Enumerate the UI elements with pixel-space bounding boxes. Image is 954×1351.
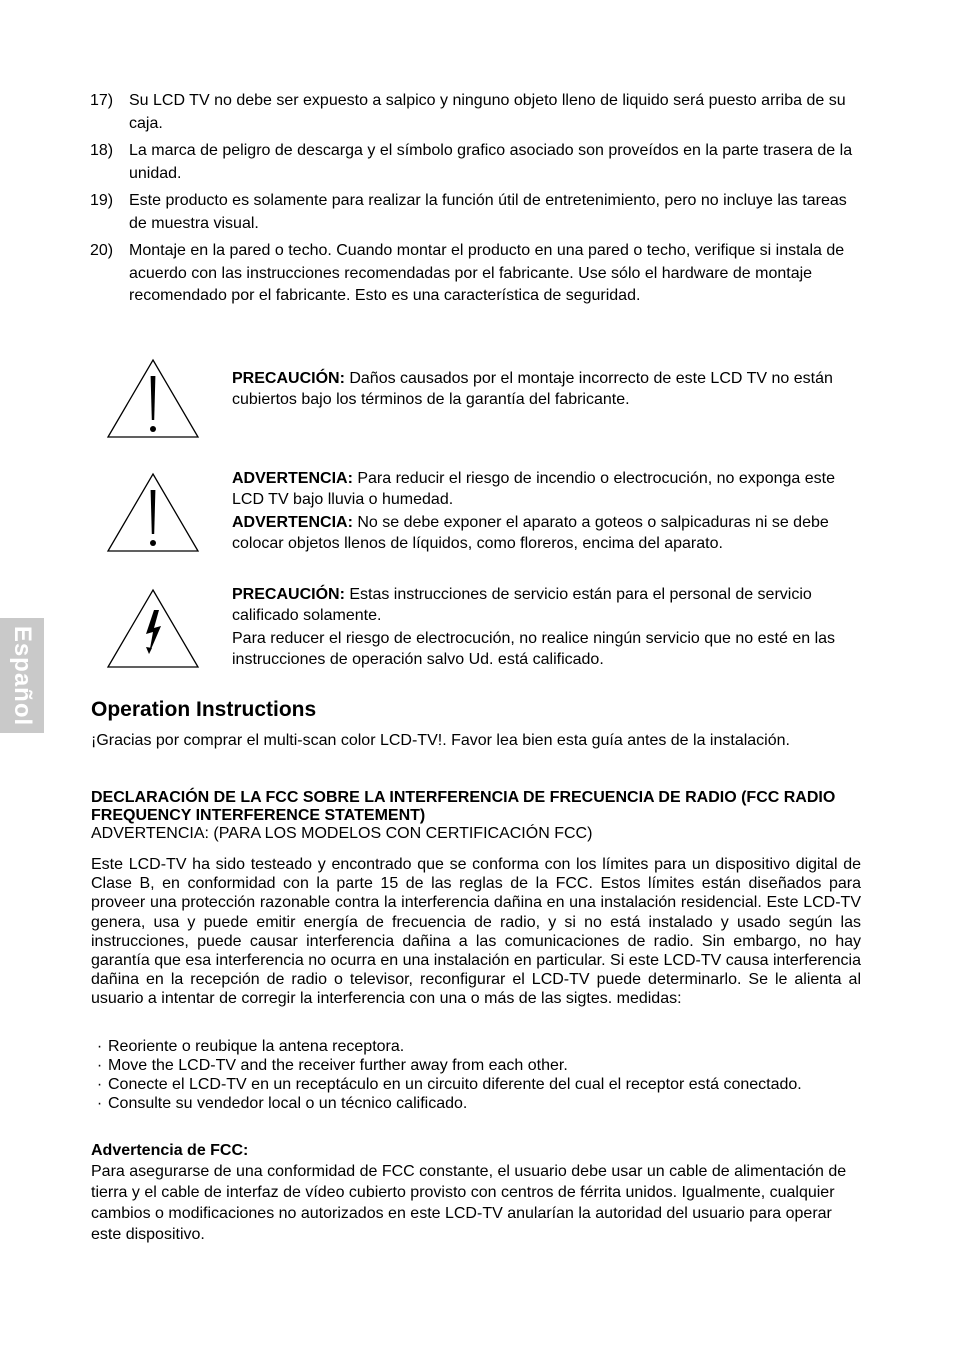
intro-paragraph: ¡Gracias por comprar el multi-scan color LCD-TV!. Favor lea bien esta guía antes de la instalación. — [91, 732, 790, 749]
intro-paragraph-wrap — [91, 731, 861, 751]
fcc-advert-wrap — [91, 1141, 861, 1245]
list-item — [91, 1075, 861, 1094]
list-text: Su LCD TV no debe ser expuesto a salpico y ninguno objeto lleno de liquido será puesto arriba de su caja. — [129, 92, 846, 132]
language-tab-label: Español — [9, 625, 36, 726]
list-item — [91, 1037, 861, 1056]
list-text: Este producto es solamente para realizar la función útil de entretenimiento, pero no incluye las tareas de muestra visual. — [129, 192, 847, 232]
operation-instructions — [91, 698, 861, 722]
caution-text — [232, 368, 864, 412]
bullet-dot: · — [96, 1038, 103, 1055]
warning-body: Para reducir el riesgo de incendio o electrocución, no exponga este LCD TV bajo lluvia o humedad. — [232, 470, 835, 508]
list-item — [90, 140, 860, 185]
safety-list — [90, 90, 860, 313]
caution-text — [232, 584, 864, 672]
fcc-advert-body: Para asegurarse de una conformidad de FCC constante, el usuario debe usar un cable de alimentación de tierra y el cable de interfaz de vídeo cubierto provisto con centros de férrita unidos. Igualmente, cualquier cambios o modificaciones no autorizados en este LCD-TV anularían la autoridad del usuario para operar este dispositivo. — [91, 1163, 847, 1243]
list-item — [91, 1056, 861, 1075]
warning-body: No se debe exponer el aparato a goteos o salpicaduras ni se debe colocar objetos llenos de líquidos, como floreros, encima del aparato. — [232, 514, 829, 552]
list-number: 20) — [90, 242, 114, 259]
list-text: La marca de peligro de descarga y el símbolo grafico asociado son proveídos en la parte trasera de la unidad. — [129, 142, 853, 182]
caution-body: Daños causados por el montaje incorrecto de este LCD TV no están cubiertos bajo los términos de la garantía del fabricante. — [232, 370, 833, 408]
list-item — [91, 1094, 861, 1113]
caution-body: Estas instrucciones de servicio están para el personal de servicio calificado solamente. — [232, 586, 812, 624]
fcc-heading: DECLARACIÓN DE LA FCC SOBRE LA INTERFERENCIA DE FRECUENCIA DE RADIO (FCC RADIO FREQUENCY INTERFERENCE STATEMENT) — [91, 789, 836, 824]
list-item — [90, 240, 860, 308]
bullet-dot: · — [96, 1076, 103, 1093]
measures-list — [91, 1037, 861, 1113]
bullet-text: Conecte el LCD-TV en un receptáculo en un circuito diferente del cual el receptor está conectado. — [108, 1076, 802, 1093]
bullet-dot: · — [96, 1057, 103, 1074]
list-item — [90, 190, 860, 235]
fcc-warning-line: ADVERTENCIA: (PARA LOS MODELOS CON CERTIFICACIÓN FCC) — [91, 825, 593, 842]
caution-label: PRECAUCIÓN: — [232, 586, 345, 603]
bullet-dot: · — [96, 1095, 103, 1112]
caution-label: PRECAUCIÓN: — [232, 370, 345, 387]
caution-body-2: Para reducer el riesgo de electrocución, no realice ningún servicio que no esté en las instrucciones de operación salvo Ud. está calificado. — [232, 630, 836, 668]
list-number: 18) — [90, 142, 114, 159]
warning-text — [232, 468, 864, 556]
warning-label: ADVERTENCIA: — [232, 470, 353, 487]
list-text: Montaje en la pared o techo. Cuando montar el producto en una pared o techo, verifique si instala de acuerdo con las instrucciones recomendadas por el fabricante. Use sólo el hardware de montaje recomendado por el fabricante. Esto es una característica de seguridad. — [129, 242, 845, 304]
list-number: 19) — [90, 192, 114, 209]
bullet-text: Consulte su vendedor local o un técnico calificado. — [108, 1095, 468, 1112]
section-title: Operation Instructions — [91, 698, 317, 721]
fcc-body-wrap — [91, 855, 861, 1009]
fcc-body: Este LCD-TV ha sido testeado y encontrado que se conforma con los límites para un dispositivo digital de Clase B, en conformidad con la parte 15 de las reglas de la FCC. Estos límites están diseñados para proveer una protección razonable contra la interferencia dañina en una instalación residencial. Este LCD-TV genera, usa y puede emitir energía de frecuencia de radio, y si no está instalado y usado según las instrucciones, puede causar interferencia dañina a las comunicaciones de radio. Sin embargo, no hay garantía que esa interferencia no ocurra en una instalación en particular. Si este LCD-TV causa interferencia dañina en la recepción de radio o televisor, reconfigurar el LCD-TV puede determinarlo. Se le alienta al usuario a intentar de corregir la interferencia con una o más de las sigtes. medidas: — [91, 856, 861, 1008]
language-tab — [0, 618, 44, 733]
bullet-text: Move the LCD-TV and the receiver further away from each other. — [108, 1057, 568, 1074]
electric-shock-triangle-icon — [106, 588, 200, 670]
warning-triangle-icon — [106, 358, 200, 440]
list-item — [90, 90, 860, 135]
fcc-advert-title: Advertencia de FCC: — [91, 1142, 249, 1159]
fcc-heading-wrap — [91, 789, 861, 843]
bullet-text: Reoriente o reubique la antena receptora. — [108, 1038, 405, 1055]
warning-label: ADVERTENCIA: — [232, 514, 353, 531]
warning-triangle-icon — [106, 472, 200, 554]
list-number: 17) — [90, 92, 114, 109]
